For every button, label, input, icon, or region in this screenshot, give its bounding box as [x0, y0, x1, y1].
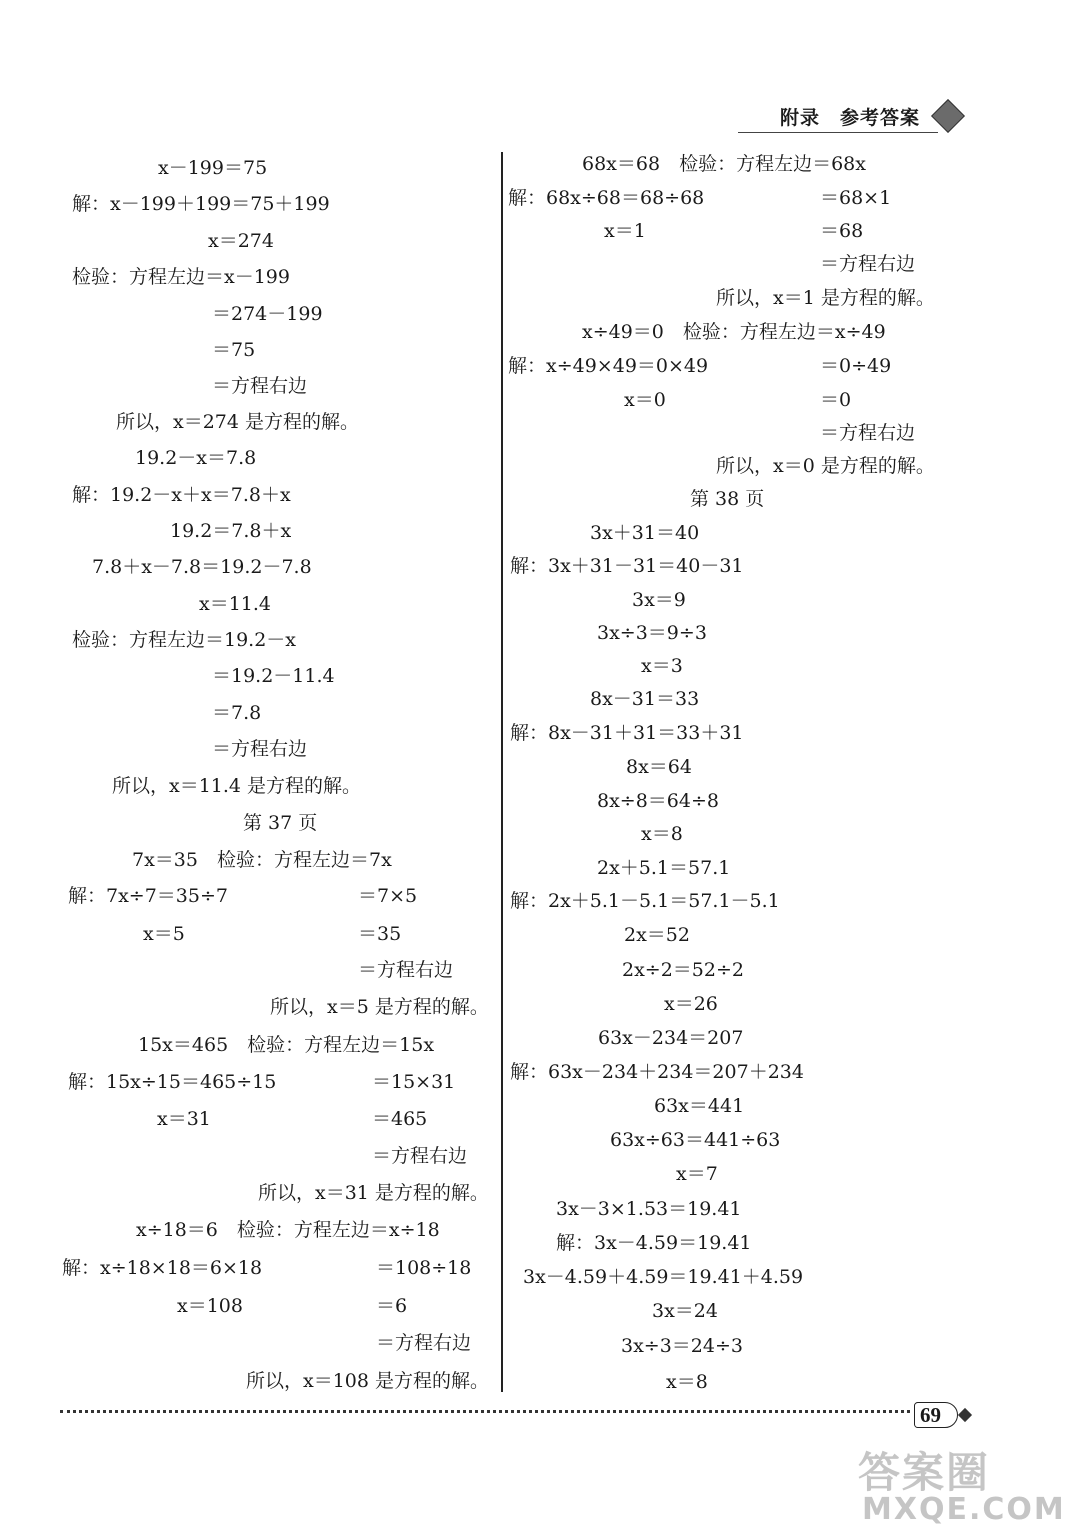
- equation-line: x÷49＝0 检验：方程左边＝x÷49: [582, 321, 886, 343]
- section-heading: 第 38 页: [690, 488, 765, 510]
- equation-line: 68x＝68 检验：方程左边＝68x: [582, 153, 866, 175]
- equation-line: 解：19.2－x＋x＝7.8＋x: [72, 484, 291, 506]
- equation-line: 3x＝9: [632, 589, 686, 611]
- equation-line: 所以，x＝5 是方程的解。: [270, 996, 489, 1018]
- equation-line: ＝75: [212, 339, 256, 361]
- equation-line: 8x÷8＝64÷8: [597, 790, 719, 812]
- equation-line: 所以，x＝0 是方程的解。: [716, 455, 935, 477]
- equation-line: ＝方程右边: [376, 1332, 472, 1354]
- equation-line: x＝11.4: [199, 593, 272, 615]
- equation-line: 7x＝35 检验：方程左边＝7x: [132, 849, 392, 871]
- equation-line: 检验：方程左边＝19.2－x: [72, 629, 297, 651]
- equation-line: 解：x÷49×49＝0×49: [508, 355, 709, 377]
- diamond-ornament-icon: [958, 1408, 972, 1422]
- equation-line: x＝8: [666, 1371, 708, 1393]
- equation-line: 解：7x÷7＝35÷7: [68, 885, 228, 907]
- equation-line: 解：8x－31＋31＝33＋31: [510, 722, 744, 744]
- equation-line: 3x－4.59＋4.59＝19.41＋4.59: [523, 1266, 804, 1288]
- equation-line: ＝465: [372, 1108, 428, 1130]
- equation-line: ＝19.2－11.4: [212, 665, 335, 687]
- equation-line: 8x＝64: [626, 756, 692, 778]
- equation-line: 解：63x－234＋234＝207＋234: [510, 1061, 804, 1083]
- equation-line: 所以，x＝11.4 是方程的解。: [112, 775, 362, 797]
- diamond-ornament-icon: [931, 99, 965, 133]
- equation-line: 63x＝441: [654, 1095, 745, 1117]
- equation-line: x＝26: [664, 993, 718, 1015]
- equation-line: 解：3x－4.59＝19.41: [556, 1232, 752, 1254]
- equation-line: 解：15x÷15＝465÷15: [68, 1071, 277, 1093]
- equation-line: ＝方程右边: [212, 738, 308, 760]
- column-divider: [501, 152, 503, 1392]
- watermark-logo: 答案圈: [858, 1448, 991, 1497]
- equation-line: 2x÷2＝52÷2: [622, 959, 744, 981]
- equation-line: 所以，x＝1 是方程的解。: [716, 287, 935, 309]
- equation-line: x＝8: [641, 823, 683, 845]
- header-rule: [738, 132, 938, 133]
- equation-line: 所以，x＝108 是方程的解。: [246, 1370, 490, 1392]
- equation-line: ＝方程右边: [372, 1145, 468, 1167]
- header-title: 附录 参考答案: [780, 107, 921, 129]
- equation-line: 63x÷63＝441÷63: [610, 1129, 781, 1151]
- equation-line: ＝108÷18: [376, 1257, 472, 1279]
- equation-line: ＝方程右边: [358, 959, 454, 981]
- equation-line: 3x＝24: [652, 1300, 718, 1322]
- equation-line: ＝6: [376, 1295, 408, 1317]
- dotted-rule: [60, 1410, 910, 1413]
- watermark-url: MXQE.COM: [862, 1492, 1066, 1527]
- equation-line: x÷18＝6 检验：方程左边＝x÷18: [136, 1219, 440, 1241]
- equation-line: 15x＝465 检验：方程左边＝15x: [138, 1034, 435, 1056]
- equation-line: 3x÷3＝24÷3: [621, 1335, 743, 1357]
- equation-line: ＝35: [358, 923, 402, 945]
- equation-line: ＝68: [820, 220, 864, 242]
- equation-line: x＝5: [143, 923, 185, 945]
- equation-line: x＝108: [177, 1295, 243, 1317]
- equation-line: ＝方程右边: [212, 375, 308, 397]
- equation-line: ＝7×5: [358, 885, 418, 907]
- equation-line: 19.2＝7.8＋x: [170, 520, 292, 542]
- equation-line: ＝15×31: [372, 1071, 456, 1093]
- equation-line: 所以，x＝31 是方程的解。: [258, 1182, 489, 1204]
- equation-line: ＝方程右边: [820, 253, 916, 275]
- equation-line: x＝274: [208, 230, 274, 252]
- equation-line: ＝7.8: [212, 702, 262, 724]
- equation-line: 解：3x＋31－31＝40－31: [510, 555, 744, 577]
- page-number: 69: [920, 1403, 941, 1427]
- section-heading: 第 37 页: [243, 812, 318, 834]
- equation-line: x－199＝75: [158, 157, 268, 179]
- equation-line: 3x＋31＝40: [590, 522, 700, 544]
- equation-line: 2x＋5.1＝57.1: [597, 857, 731, 879]
- equation-line: ＝274－199: [212, 303, 323, 325]
- equation-line: 解：2x＋5.1－5.1＝57.1－5.1: [510, 890, 780, 912]
- equation-line: ＝68×1: [820, 187, 892, 209]
- equation-line: x＝0: [624, 389, 666, 411]
- equation-line: 3x÷3＝9÷3: [597, 622, 707, 644]
- equation-line: 解：x－199＋199＝75＋199: [72, 193, 330, 215]
- equation-line: x＝7: [676, 1163, 718, 1185]
- equation-line: 63x－234＝207: [598, 1027, 744, 1049]
- equation-line: x＝31: [157, 1108, 211, 1130]
- equation-line: 7.8＋x－7.8＝19.2－7.8: [92, 556, 312, 578]
- equation-line: ＝0÷49: [820, 355, 892, 377]
- equation-line: 2x＝52: [624, 924, 690, 946]
- equation-line: 检验：方程左边＝x－199: [72, 266, 290, 288]
- equation-line: 3x－3×1.53＝19.41: [556, 1198, 742, 1220]
- equation-line: 19.2－x＝7.8: [135, 447, 257, 469]
- equation-line: ＝方程右边: [820, 422, 916, 444]
- equation-line: 解：x÷18×18＝6×18: [62, 1257, 263, 1279]
- equation-line: 8x－31＝33: [590, 688, 700, 710]
- equation-line: 所以，x＝274 是方程的解。: [116, 411, 360, 433]
- equation-line: 解：68x÷68＝68÷68: [508, 187, 705, 209]
- equation-line: ＝0: [820, 389, 852, 411]
- equation-line: x＝3: [641, 655, 683, 677]
- equation-line: x＝1: [604, 220, 646, 242]
